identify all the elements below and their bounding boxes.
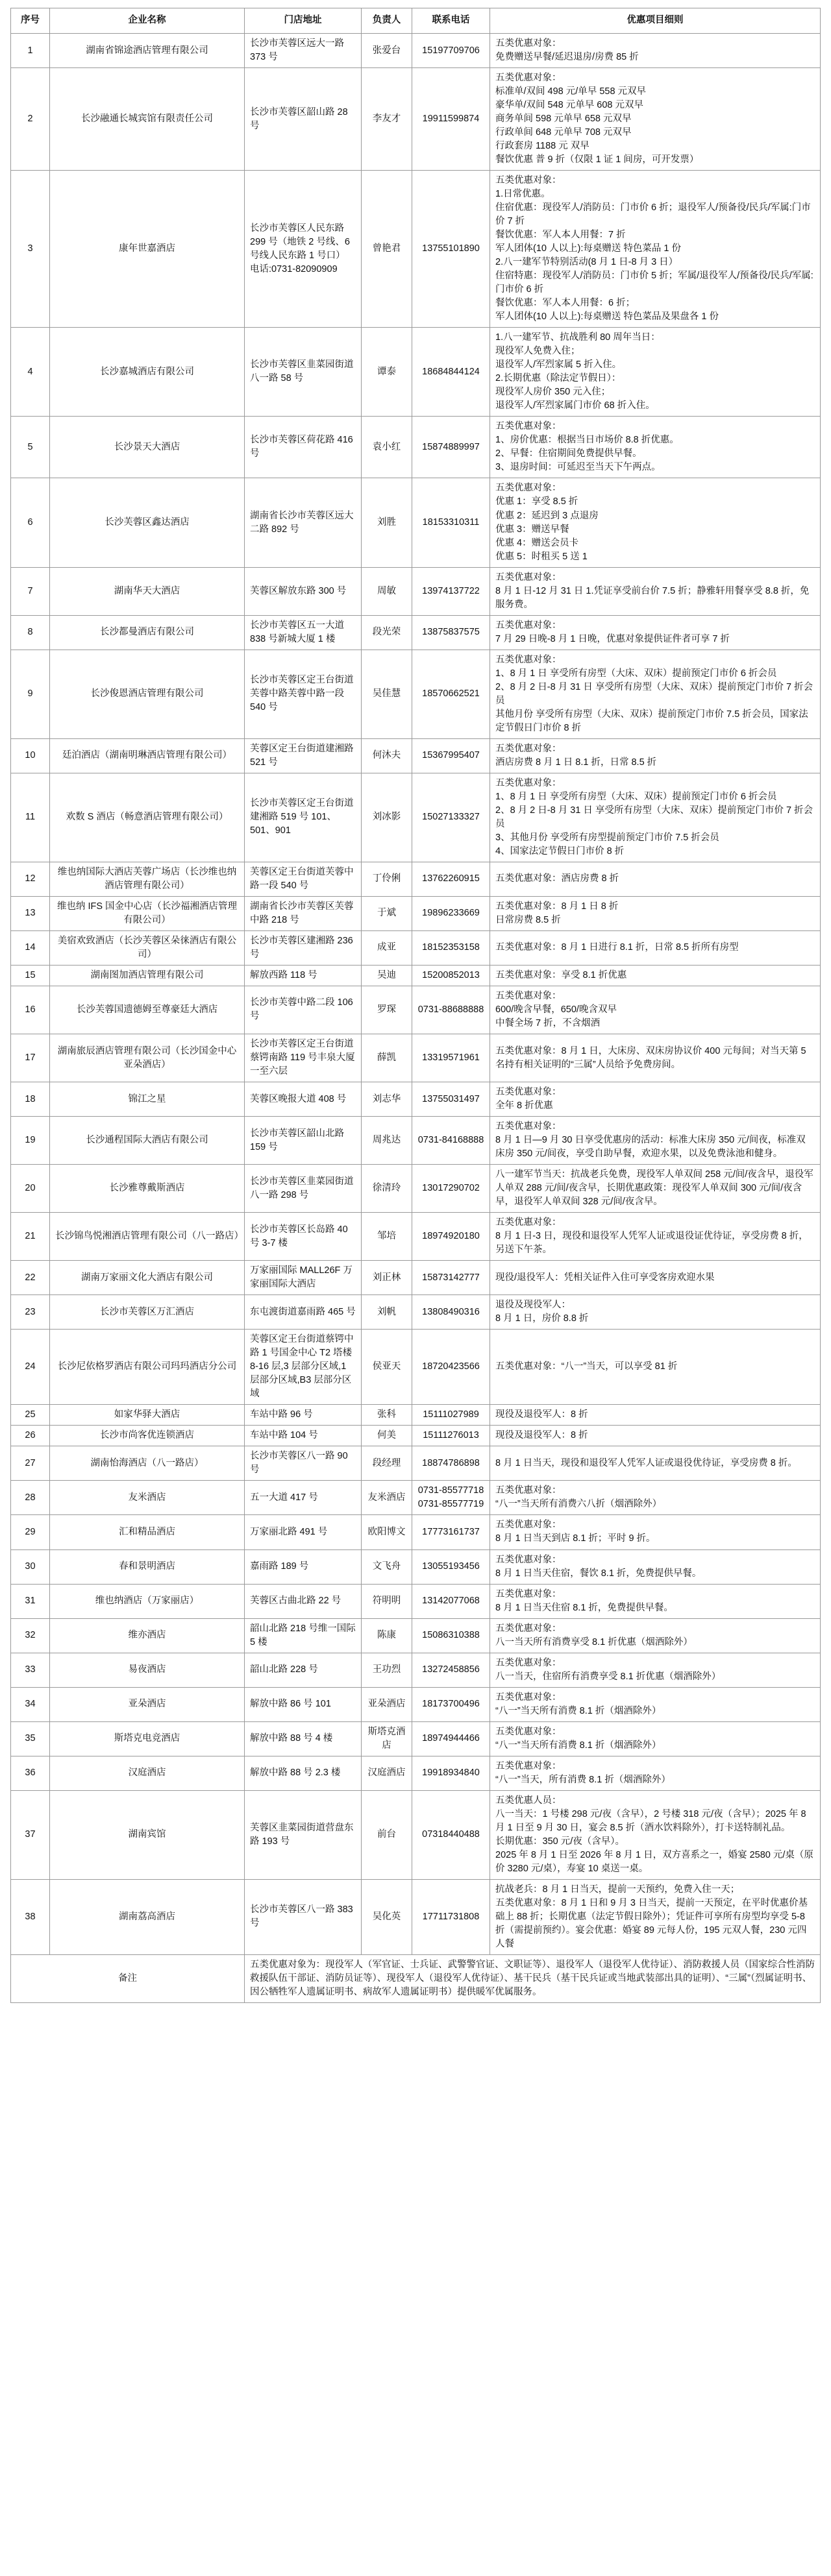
cell-store: 五一大道 417 号 xyxy=(245,1481,362,1515)
cell-company: 斯塔克电竞酒店 xyxy=(50,1721,245,1756)
cell-store: 解放中路 88 号 4 楼 xyxy=(245,1721,362,1756)
cell-detail: 五类优惠对象： 优惠 1：享受 8.5 折 优惠 2：延迟到 3 点退房 优惠 3：赠送早餐 优惠 4：赠送会员卡 优惠 5：时租买 5 送 1 xyxy=(490,478,821,567)
cell-detail: 五类优惠对象： 8 月 1 日当天住宿 8.1 折，免费提供早餐。 xyxy=(490,1584,821,1618)
cell-no: 18 xyxy=(11,1082,50,1117)
cell-phone: 13055193456 xyxy=(412,1549,490,1584)
cell-person: 段光荣 xyxy=(362,615,412,650)
cell-no: 9 xyxy=(11,650,50,738)
cell-company: 长沙锦鸟悦湘酒店管理有限公司（八一路店） xyxy=(50,1213,245,1261)
cell-detail: 五类优惠对象：8 月 1 日进行 8.1 折，日常 8.5 折所有房型 xyxy=(490,930,821,965)
cell-person: 前台 xyxy=(362,1790,412,1879)
cell-store: 解放西路 118 号 xyxy=(245,965,362,986)
table-row xyxy=(11,328,821,417)
cell-no: 19 xyxy=(11,1117,50,1165)
table-body xyxy=(11,34,821,1955)
cell-company: 康年世嘉酒店 xyxy=(50,171,245,328)
table-row xyxy=(11,1790,821,1879)
cell-person: 亚朵酒店 xyxy=(362,1687,412,1721)
cell-detail: 五类优惠对象： “八一”当天所有消费六八折（烟酒除外） xyxy=(490,1481,821,1515)
cell-phone: 15873142777 xyxy=(412,1261,490,1295)
cell-phone: 13017290702 xyxy=(412,1165,490,1213)
cell-company: 维亦酒店 xyxy=(50,1618,245,1653)
cell-detail: 五类优惠对象：享受 8.1 折优惠 xyxy=(490,965,821,986)
cell-no: 32 xyxy=(11,1618,50,1653)
table-row xyxy=(11,738,821,773)
table-row xyxy=(11,1405,821,1426)
header-store: 门店地址 xyxy=(245,8,362,34)
cell-detail: 五类优惠对象： 免费赠送早餐/延迟退房/房费 85 折 xyxy=(490,34,821,68)
cell-person: 周兆达 xyxy=(362,1117,412,1165)
table-row xyxy=(11,478,821,567)
cell-no: 24 xyxy=(11,1330,50,1405)
cell-no: 17 xyxy=(11,1034,50,1082)
table-row xyxy=(11,1295,821,1330)
cell-phone: 15197709706 xyxy=(412,34,490,68)
table-row xyxy=(11,34,821,68)
table-row xyxy=(11,1082,821,1117)
cell-phone: 13272458856 xyxy=(412,1653,490,1687)
cell-no: 36 xyxy=(11,1756,50,1790)
table-row xyxy=(11,1481,821,1515)
cell-store: 东屯渡街道嘉雨路 465 号 xyxy=(245,1295,362,1330)
cell-detail: 五类优惠对象： 7 月 29 日晚-8 月 1 日晚，优惠对象提供证件者可享 7 折 xyxy=(490,615,821,650)
header-detail: 优惠项目细则 xyxy=(490,8,821,34)
remarks-text: 五类优惠对象为：现役军人（军官证、士兵证、武警警官证、文职证等）、退役军人（退役军人优待证）、消防救援人员（国家综合性消防救援队伍干部证、消防员证等）、现役军人（退役军人优待证）、基干民兵（基干民兵证或当地武装部出具的证明）、“三属”（烈属证明书、因公牺牲军人遗属证明书、病故军人遗属证明书）提供暖军优属服务。 xyxy=(245,1954,821,2002)
cell-person: 张爱台 xyxy=(362,34,412,68)
cell-detail: 五类优惠对象： 全年 8 折优惠 xyxy=(490,1082,821,1117)
cell-store: 长沙市芙蓉区韭菜园街道八一路 298 号 xyxy=(245,1165,362,1213)
cell-company: 湖南图加酒店管理有限公司 xyxy=(50,965,245,986)
cell-detail: 现役及退役军人：8 折 xyxy=(490,1426,821,1446)
cell-company: 长沙俊恩酒店管理有限公司 xyxy=(50,650,245,738)
cell-store: 长沙市芙蓉区荷花路 416 号 xyxy=(245,417,362,478)
table-row xyxy=(11,896,821,930)
cell-detail: 五类优惠对象： 8 月 1 日-12 月 31 日 1.凭证享受前台价 7.5 折；静雅轩用餐享受 8.8 折，免服务费。 xyxy=(490,567,821,615)
cell-no: 23 xyxy=(11,1295,50,1330)
cell-no: 7 xyxy=(11,567,50,615)
cell-company: 长沙嘉城酒店有限公司 xyxy=(50,328,245,417)
cell-company: 长沙雅尊戴斯酒店 xyxy=(50,1165,245,1213)
remarks-row xyxy=(11,1954,821,2002)
cell-detail: 五类优惠对象： “八一”当天所有消费 8.1 折（烟酒除外） xyxy=(490,1721,821,1756)
cell-store: 芙蓉区定王台街道芙蓉中路一段 540 号 xyxy=(245,862,362,896)
cell-detail: 五类优惠对象： 8 月 1 日当天到店 8.1 折；平时 9 折。 xyxy=(490,1515,821,1549)
cell-detail: 五类优惠对象：酒店房费 8 折 xyxy=(490,862,821,896)
table-row xyxy=(11,1687,821,1721)
cell-company: 湖南旅辰酒店管理有限公司（长沙国金中心亚朵酒店） xyxy=(50,1034,245,1082)
cell-person: 何沐夫 xyxy=(362,738,412,773)
cell-no: 28 xyxy=(11,1481,50,1515)
cell-company: 春和景明酒店 xyxy=(50,1549,245,1584)
cell-no: 13 xyxy=(11,896,50,930)
cell-store: 芙蓉区晚报大道 408 号 xyxy=(245,1082,362,1117)
cell-detail: 五类优惠对象： 1、8 月 1 日 享受所有房型（大床、双床）提前预定门市价 6 折会员 2、8 月 2 日-8 月 31 日 享受所有房型（大床、双床）提前预定门市价 7 折会员 其他月份 享受所有房型（大床、双床）提前预定门市价 7.5 折会员，国家法定节假日门市价 8 折 xyxy=(490,650,821,738)
cell-company: 维也纳 IFS 国金中心店（长沙福湘酒店管理有限公司） xyxy=(50,896,245,930)
cell-no: 4 xyxy=(11,328,50,417)
cell-company: 欢数 S 酒店（畅意酒店管理有限公司） xyxy=(50,773,245,862)
cell-store: 长沙市芙蓉区韶山北路 159 号 xyxy=(245,1117,362,1165)
cell-store: 芙蓉区古曲北路 22 号 xyxy=(245,1584,362,1618)
cell-company: 长沙芙蓉区鑫达酒店 xyxy=(50,478,245,567)
table-row xyxy=(11,965,821,986)
table-row xyxy=(11,615,821,650)
cell-detail: 五类优惠对象： 八一当天，住宿所有消费享受 8.1 折优惠（烟酒除外） xyxy=(490,1653,821,1687)
cell-store: 长沙市芙蓉区定王台街道蔡锷南路 119 号丰泉大厦一至六层 xyxy=(245,1034,362,1082)
cell-detail: 五类优惠对象：8 月 1 日 8 折 日常房费 8.5 折 xyxy=(490,896,821,930)
cell-person: 斯塔克酒店 xyxy=(362,1721,412,1756)
cell-person: 何美 xyxy=(362,1426,412,1446)
cell-store: 韶山北路 228 号 xyxy=(245,1653,362,1687)
cell-person: 张科 xyxy=(362,1405,412,1426)
cell-detail: 五类优惠对象： 1.日常优惠。 住宿优惠：现役军人/消防员：门市价 6 折；退役军人/预备役/民兵/军属:门市价 7 折 餐饮优惠：军人本人用餐：7 折 军人团体(10 人以上):每桌赠送 特色菜品 1 份 2.八一建军节特别活动(8 月 1 日-8 月 3 日） 住宿特惠：现役军人/消防员：门市价 5 折；军属/退役军人/预备役/民兵/军属:门市价 6 折 餐饮优惠：军人本人用餐：6 折； 军人团体(10 人以上):每桌赠送 特色菜品及果盘各 1 份 xyxy=(490,171,821,328)
cell-phone: 19896233669 xyxy=(412,896,490,930)
cell-person: 汉庭酒店 xyxy=(362,1756,412,1790)
cell-store: 车站中路 104 号 xyxy=(245,1426,362,1446)
table-row xyxy=(11,1721,821,1756)
table-row xyxy=(11,171,821,328)
cell-phone: 13875837575 xyxy=(412,615,490,650)
table-row xyxy=(11,862,821,896)
table-row xyxy=(11,1034,821,1082)
cell-phone: 15111027989 xyxy=(412,1405,490,1426)
cell-no: 21 xyxy=(11,1213,50,1261)
cell-person: 刘冰影 xyxy=(362,773,412,862)
cell-company: 长沙都曼酒店有限公司 xyxy=(50,615,245,650)
cell-no: 12 xyxy=(11,862,50,896)
cell-store: 长沙市芙蓉区长岛路 40 号 3-7 楼 xyxy=(245,1213,362,1261)
cell-detail: 五类优惠对象： 8 月 1 日-3 日，现役和退役军人凭军人证或退役证优待证，享受房费 8 折，另送下午茶。 xyxy=(490,1213,821,1261)
cell-detail: 五类优惠对象： 八一当天所有消费享受 8.1 折优惠（烟酒除外） xyxy=(490,1618,821,1653)
cell-person: 成亚 xyxy=(362,930,412,965)
cell-no: 30 xyxy=(11,1549,50,1584)
cell-phone: 13974137722 xyxy=(412,567,490,615)
cell-store: 长沙市芙蓉区人民东路 299 号（地铁 2 号线、6 号线人民东路 1 号口） 电话:0731-82090909 xyxy=(245,171,362,328)
cell-person: 吴迪 xyxy=(362,965,412,986)
cell-detail: 五类优惠对象： 8 月 1 日—9 月 30 日享受优惠房的活动：标准大床房 350 元/间夜，标准双床房 350 元/间夜，享受自助早餐，欢迎水果，以及免费泳池和健身。 xyxy=(490,1117,821,1165)
cell-store: 湖南省长沙市芙蓉区远大二路 892 号 xyxy=(245,478,362,567)
cell-no: 5 xyxy=(11,417,50,478)
cell-detail: 五类优惠对象： 酒店房费 8 月 1 日 8.1 折，日常 8.5 折 xyxy=(490,738,821,773)
header-company: 企业名称 xyxy=(50,8,245,34)
cell-company: 廷泊酒店（湖南明琳酒店管理有限公司） xyxy=(50,738,245,773)
table-row xyxy=(11,1756,821,1790)
cell-phone: 13142077068 xyxy=(412,1584,490,1618)
cell-person: 李友才 xyxy=(362,68,412,171)
remarks-label: 备注 xyxy=(11,1954,245,2002)
cell-person: 于斌 xyxy=(362,896,412,930)
cell-person: 谭泰 xyxy=(362,328,412,417)
cell-phone: 17711731808 xyxy=(412,1879,490,1954)
table-footer xyxy=(11,1954,821,2002)
cell-company: 维也纳国际大酒店芙蓉广场店（长沙维也纳酒店管理有限公司） xyxy=(50,862,245,896)
cell-person: 吴化英 xyxy=(362,1879,412,1954)
cell-detail: 现役及退役军人：8 折 xyxy=(490,1405,821,1426)
table-row xyxy=(11,1515,821,1549)
cell-person: 陈康 xyxy=(362,1618,412,1653)
cell-phone: 19911599874 xyxy=(412,68,490,171)
cell-phone: 13755031497 xyxy=(412,1082,490,1117)
table-row xyxy=(11,1549,821,1584)
cell-detail: 1.八一建军节、抗战胜利 80 周年当日： 现役军人免费入住； 退役军人/军烈家属 5 折入住。 2.长期优惠（除法定节假日）： 现役军人房价 350 元入住； 退役军人/军烈家属门市价 68 折入住。 xyxy=(490,328,821,417)
cell-person: 符明明 xyxy=(362,1584,412,1618)
cell-phone: 17773161737 xyxy=(412,1515,490,1549)
cell-phone: 13762260915 xyxy=(412,862,490,896)
cell-phone: 18684844124 xyxy=(412,328,490,417)
cell-detail: 抗战老兵：8 月 1 日当天，提前一天预约，免费入住一天； 五类优惠对象：8 月 1 日和 9 月 3 日当天，提前一天预定，在平时优惠价基础上 88 折；长期优惠（法定节假日除外）；凭证件可享所有房型均享受 5-8 折（需提前预约）。宴会优惠：婚宴 89 元每人份，195 元双人餐，230 元四人餐 xyxy=(490,1879,821,1954)
cell-company: 长沙市芙蓉区万汇酒店 xyxy=(50,1295,245,1330)
table-row xyxy=(11,1879,821,1954)
cell-company: 友米酒店 xyxy=(50,1481,245,1515)
table-row xyxy=(11,930,821,965)
cell-store: 解放中路 88 号 2.3 楼 xyxy=(245,1756,362,1790)
cell-store: 湖南省长沙市芙蓉区芙蓉中路 218 号 xyxy=(245,896,362,930)
cell-no: 25 xyxy=(11,1405,50,1426)
cell-phone: 18974944466 xyxy=(412,1721,490,1756)
cell-person: 刘胜 xyxy=(362,478,412,567)
cell-company: 长沙融通长城宾馆有限责任公司 xyxy=(50,68,245,171)
header-no: 序号 xyxy=(11,8,50,34)
cell-detail: 退役及现役军人： 8 月 1 日，房价 8.8 折 xyxy=(490,1295,821,1330)
cell-store: 万家丽国际 MALL26F 万家丽国际大酒店 xyxy=(245,1261,362,1295)
cell-phone: 18153310311 xyxy=(412,478,490,567)
cell-store: 长沙市芙蓉中路二段 106 号 xyxy=(245,986,362,1034)
cell-detail: 五类优惠对象： 8 月 1 日当天住宿，餐饮 8.1 折，免费提供早餐。 xyxy=(490,1549,821,1584)
cell-person: 徐清玲 xyxy=(362,1165,412,1213)
cell-person: 欧阳博文 xyxy=(362,1515,412,1549)
cell-no: 34 xyxy=(11,1687,50,1721)
cell-phone: 13808490316 xyxy=(412,1295,490,1330)
table-row xyxy=(11,1117,821,1165)
header-row xyxy=(11,8,821,34)
cell-no: 29 xyxy=(11,1515,50,1549)
header-phone: 联系电话 xyxy=(412,8,490,34)
cell-person: 罗琛 xyxy=(362,986,412,1034)
table-row xyxy=(11,417,821,478)
table-row xyxy=(11,68,821,171)
cell-store: 芙蓉区解放东路 300 号 xyxy=(245,567,362,615)
cell-no: 22 xyxy=(11,1261,50,1295)
cell-store: 芙蓉区定王台街道建湘路 521 号 xyxy=(245,738,362,773)
cell-no: 6 xyxy=(11,478,50,567)
cell-phone: 0731-84168888 xyxy=(412,1117,490,1165)
cell-company: 维也纳酒店（万家丽店） xyxy=(50,1584,245,1618)
cell-person: 薛凯 xyxy=(362,1034,412,1082)
cell-store: 解放中路 86 号 101 xyxy=(245,1687,362,1721)
cell-company: 湖南怡海酒店（八一路店） xyxy=(50,1446,245,1481)
cell-phone: 15111276013 xyxy=(412,1426,490,1446)
cell-no: 16 xyxy=(11,986,50,1034)
table-row xyxy=(11,986,821,1034)
cell-phone: 19918934840 xyxy=(412,1756,490,1790)
cell-store: 长沙市芙蓉区八一路 90 号 xyxy=(245,1446,362,1481)
cell-person: 文飞舟 xyxy=(362,1549,412,1584)
cell-company: 长沙通程国际大酒店有限公司 xyxy=(50,1117,245,1165)
cell-company: 汇和精品酒店 xyxy=(50,1515,245,1549)
cell-phone: 15874889997 xyxy=(412,417,490,478)
cell-no: 10 xyxy=(11,738,50,773)
cell-store: 长沙市芙蓉区远大一路 373 号 xyxy=(245,34,362,68)
cell-company: 如家华驿大酒店 xyxy=(50,1405,245,1426)
cell-store: 芙蓉区韭菜园街道营盘东路 193 号 xyxy=(245,1790,362,1879)
cell-detail: 五类优惠对象： 标准单/双间 498 元/单早 558 元双早 豪华单/双间 548 元单早 608 元双早 商务单间 598 元单早 658 元双早 行政单间 648 元单早 708 元双早 行政套房 1188 元 双早 餐饮优惠 普 9 折（仅限 1 证 1 间房，可开发票） xyxy=(490,68,821,171)
cell-company: 湖南华天大酒店 xyxy=(50,567,245,615)
cell-store: 长沙市芙蓉区定王台街道建湘路 519 号 101、501、901 xyxy=(245,773,362,862)
cell-detail: 五类优惠对象： 1、房价优惠：根据当日市场价 8.8 折优惠。 2、早餐：住宿期间免费提供早餐。 3、退房时间：可延迟至当天下午两点。 xyxy=(490,417,821,478)
cell-company: 湖南万家丽文化大酒店有限公司 xyxy=(50,1261,245,1295)
table-row xyxy=(11,773,821,862)
cell-detail: 五类优惠对象：8 月 1 日，大床房、双床房协议价 400 元每间；对当天第 5 名持有相关证明的“三属”人员给予免费房间。 xyxy=(490,1034,821,1082)
cell-store: 长沙市芙蓉区建湘路 236 号 xyxy=(245,930,362,965)
cell-person: 刘帆 xyxy=(362,1295,412,1330)
cell-no: 37 xyxy=(11,1790,50,1879)
cell-no: 35 xyxy=(11,1721,50,1756)
table-header xyxy=(11,8,821,34)
cell-person: 周敏 xyxy=(362,567,412,615)
cell-detail: 五类优惠对象： 600/晚含早餐，650/晚含双早 中餐全场 7 折，不含烟酒 xyxy=(490,986,821,1034)
cell-detail: 8 月 1 日当天，现役和退役军人凭军人证或退役优待证，享受房费 8 折。 xyxy=(490,1446,821,1481)
table-row xyxy=(11,1330,821,1405)
cell-phone: 13319571961 xyxy=(412,1034,490,1082)
cell-person: 吴佳慧 xyxy=(362,650,412,738)
cell-company: 湖南宾馆 xyxy=(50,1790,245,1879)
cell-no: 33 xyxy=(11,1653,50,1687)
cell-phone: 15367995407 xyxy=(412,738,490,773)
cell-store: 韶山北路 218 号维一国际 5 楼 xyxy=(245,1618,362,1653)
table-row xyxy=(11,1446,821,1481)
cell-person: 段经理 xyxy=(362,1446,412,1481)
cell-person: 曾艳君 xyxy=(362,171,412,328)
cell-phone: 0731-88688888 xyxy=(412,986,490,1034)
cell-detail: 五类优惠对象：“八一”当天，可以享受 81 折 xyxy=(490,1330,821,1405)
cell-store: 长沙市芙蓉区韭菜园街道八一路 58 号 xyxy=(245,328,362,417)
table-row xyxy=(11,1618,821,1653)
cell-phone: 07318440488 xyxy=(412,1790,490,1879)
cell-person: 刘正林 xyxy=(362,1261,412,1295)
cell-company: 易夜酒店 xyxy=(50,1653,245,1687)
cell-phone: 18173700496 xyxy=(412,1687,490,1721)
cell-company: 长沙尼依格罗酒店有限公司玛玛酒店分公司 xyxy=(50,1330,245,1405)
cell-store: 嘉雨路 189 号 xyxy=(245,1549,362,1584)
cell-no: 1 xyxy=(11,34,50,68)
table-row xyxy=(11,650,821,738)
cell-company: 湖南荔高酒店 xyxy=(50,1879,245,1954)
cell-phone: 18874786898 xyxy=(412,1446,490,1481)
cell-person: 友米酒店 xyxy=(362,1481,412,1515)
table-row xyxy=(11,1426,821,1446)
cell-company: 美宿欢致酒店（长沙芙蓉区朵徕酒店有限公司） xyxy=(50,930,245,965)
cell-detail: 八一建军节当天：抗战老兵免费，现役军人单双间 258 元/间/夜含早，退役军人单双 288 元/间/夜含早，长期优惠政策：现役军人单双间 300 元/间/夜含早，退役军人单双间 328 元/间/夜含早。 xyxy=(490,1165,821,1213)
cell-person: 邹培 xyxy=(362,1213,412,1261)
cell-detail: 五类优惠对象： “八一”当天，所有消费 8.1 折（烟酒除外） xyxy=(490,1756,821,1790)
table-row xyxy=(11,1653,821,1687)
cell-person: 袁小红 xyxy=(362,417,412,478)
cell-person: 侯亚天 xyxy=(362,1330,412,1405)
cell-detail: 现役/退役军人：凭相关证件入住可享受客房欢迎水果 xyxy=(490,1261,821,1295)
cell-phone: 15027133327 xyxy=(412,773,490,862)
cell-company: 长沙景天大酒店 xyxy=(50,417,245,478)
cell-no: 38 xyxy=(11,1879,50,1954)
header-person: 负责人 xyxy=(362,8,412,34)
cell-company: 长沙市尚客优连锁酒店 xyxy=(50,1426,245,1446)
table-row xyxy=(11,1584,821,1618)
cell-company: 湖南省锦途酒店管理有限公司 xyxy=(50,34,245,68)
cell-phone: 18152353158 xyxy=(412,930,490,965)
cell-phone: 15086310388 xyxy=(412,1618,490,1653)
cell-store: 车站中路 96 号 xyxy=(245,1405,362,1426)
cell-no: 14 xyxy=(11,930,50,965)
cell-no: 27 xyxy=(11,1446,50,1481)
cell-no: 26 xyxy=(11,1426,50,1446)
cell-person: 刘志华 xyxy=(362,1082,412,1117)
cell-phone: 18720423566 xyxy=(412,1330,490,1405)
cell-store: 长沙市芙蓉区韶山路 28 号 xyxy=(245,68,362,171)
cell-company: 锦江之星 xyxy=(50,1082,245,1117)
cell-detail: 五类优惠人员： 八一当天：1 号楼 298 元/夜（含早），2 号楼 318 元/夜（含早）；2025 年 8 月 1 日至 9 月 30 日，宴会 8.5 折（酒水饮料除外），打卡送特制礼品。 长期优惠：350 元/夜（含早）。 2025 年 8 月 1 日至 2026 年 8 月 1 日，双方喜系之一，婚宴 2580 元/桌（原价 3280 元/桌），寿宴 10 桌送一桌。 xyxy=(490,1790,821,1879)
cell-no: 8 xyxy=(11,615,50,650)
table-row xyxy=(11,1165,821,1213)
cell-store: 万家丽北路 491 号 xyxy=(245,1515,362,1549)
cell-no: 3 xyxy=(11,171,50,328)
cell-phone: 18570662521 xyxy=(412,650,490,738)
cell-detail: 五类优惠对象： 1、8 月 1 日 享受所有房型（大床、双床）提前预定门市价 6 折会员 2、8 月 2 日-8 月 31 日 享受所有房型（大床、双床）提前预定门市价 7 折会员 3、其他月份 享受所有房型提前预定门市价 7.5 折会员 4、国家法定节假日门市价 8 折 xyxy=(490,773,821,862)
cell-phone: 0731-85577718 0731-85577719 xyxy=(412,1481,490,1515)
table-row xyxy=(11,1261,821,1295)
cell-store: 长沙市芙蓉区八一路 383 号 xyxy=(245,1879,362,1954)
cell-person: 丁伶俐 xyxy=(362,862,412,896)
cell-store: 芙蓉区定王台街道蔡锷中路 1 号国金中心 T2 塔楼 8-16 层,3 层部分区域,1 层部分区域,B3 层部分区域 xyxy=(245,1330,362,1405)
cell-no: 11 xyxy=(11,773,50,862)
cell-store: 长沙市芙蓉区五一大道 838 号新城大厦 1 楼 xyxy=(245,615,362,650)
cell-no: 20 xyxy=(11,1165,50,1213)
cell-store: 长沙市芙蓉区定王台街道芙蓉中路芙蓉中路一段 540 号 xyxy=(245,650,362,738)
cell-phone: 13755101890 xyxy=(412,171,490,328)
cell-detail: 五类优惠对象： “八一”当天所有消费 8.1 折（烟酒除外） xyxy=(490,1687,821,1721)
cell-phone: 15200852013 xyxy=(412,965,490,986)
cell-no: 31 xyxy=(11,1584,50,1618)
table-row xyxy=(11,567,821,615)
cell-no: 15 xyxy=(11,965,50,986)
discount-table xyxy=(10,8,821,2003)
cell-company: 汉庭酒店 xyxy=(50,1756,245,1790)
table-row xyxy=(11,1213,821,1261)
cell-company: 亚朵酒店 xyxy=(50,1687,245,1721)
cell-phone: 18974920180 xyxy=(412,1213,490,1261)
cell-person: 王功烈 xyxy=(362,1653,412,1687)
cell-no: 2 xyxy=(11,68,50,171)
cell-company: 长沙芙蓉国遗德姆至尊豪廷大酒店 xyxy=(50,986,245,1034)
